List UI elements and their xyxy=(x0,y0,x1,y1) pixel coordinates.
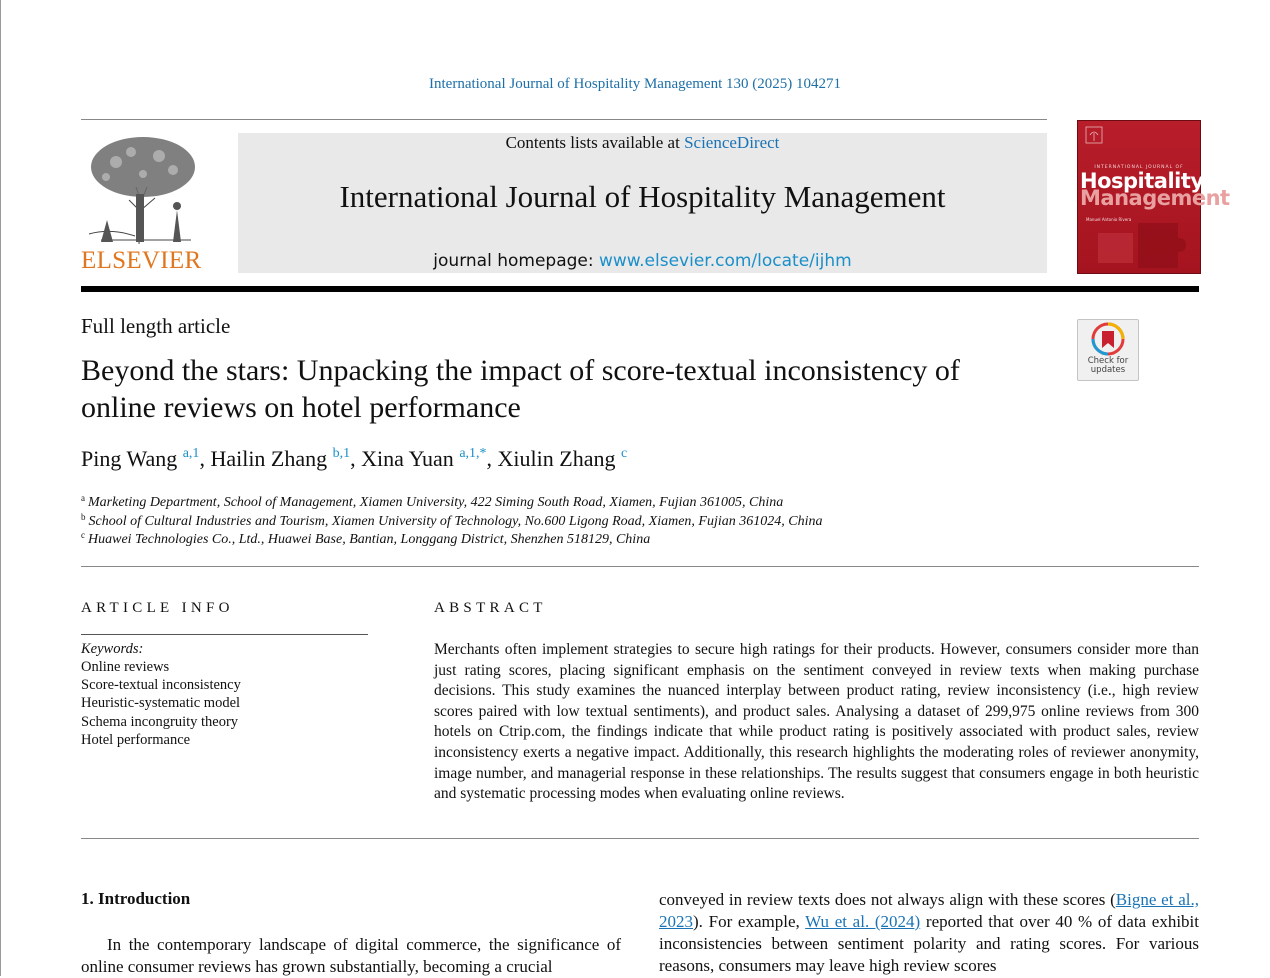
author-name[interactable]: Hailin Zhang xyxy=(210,446,328,471)
abstract-text: Merchants often implement strategies to secure high ratings for their products. However, consumers consider more than just rating scores, placing significant emphasis on the sentiment conveyed in review texts when making purchase decisions. This study examines the nuanced interplay between product rating, review inconsistency (i.e., high review scores paired with low textual sentiments), and product sales. Analysing a dataset of 299,975 online reviews from 300 hotels on Ctrip.com, the findings indicate that while product rating is positively associated with product sales, review inconsistency exerts a negative impact. Additionally, this research highlights the moderating roles of reviewer anonymity, image number, and managerial response in these relationships. The results suggest that consumers engage in both heuristic and systematic processing modes when evaluating online reviews. xyxy=(434,641,1199,803)
section-heading-introduction: 1. Introduction xyxy=(81,889,191,908)
journal-citation[interactable]: International Journal of Hospitality Management 130 (2025) 104271 xyxy=(429,76,841,92)
body-column-right xyxy=(659,889,1199,977)
elsevier-tree-icon xyxy=(81,132,211,247)
affiliation-c xyxy=(81,530,650,548)
header-rule xyxy=(81,119,1047,120)
affil-mark: c xyxy=(81,530,85,540)
author-affil-mark[interactable]: a,1 xyxy=(182,446,200,461)
affil-text: Marketing Department, School of Management, Xiamen University, 422 Siming South Road, Xiamen, Fujian 361005, China xyxy=(88,495,784,510)
body-text: conveyed in review texts does not always align with these scores ( xyxy=(659,890,1116,909)
cover-editor: Manuel Antonio Rivera xyxy=(1086,217,1132,222)
keyword-item: Heuristic-systematic model xyxy=(81,695,241,711)
abstract-rule xyxy=(81,838,1199,839)
check-for-updates-label xyxy=(1078,357,1138,375)
author-name[interactable]: Ping Wang xyxy=(81,446,178,471)
affiliation-b xyxy=(81,512,822,530)
body-text: reported that over 40 % of data exhibit inconsistencies between sentiment polarity and rating scores. For various reasons, consumers may leave high review scores xyxy=(659,912,1200,975)
affil-text: Huawei Technologies Co., Ltd., Huawei Base, Bantian, Longgang District, Shenzhen 518129, China xyxy=(88,532,651,547)
cover-small-text: INTERNATIONAL JOURNAL OF xyxy=(1094,165,1184,170)
body-text: ). For example, xyxy=(693,912,806,931)
cover-title-line1: Hospitality xyxy=(1080,169,1204,193)
abstract-heading: ABSTRACT xyxy=(434,600,547,616)
journal-cover[interactable] xyxy=(1077,120,1230,274)
citation-link-wu[interactable]: Wu et al. (2024) xyxy=(805,912,921,931)
body-column-left xyxy=(81,934,621,978)
cfu-line-2: updates xyxy=(1090,365,1126,375)
article-info-heading: ARTICLE INFO xyxy=(81,600,234,616)
title-line-2: online reviews on hotel performance xyxy=(81,391,521,424)
bookmark-icon xyxy=(1078,320,1138,358)
keyword-item: Online reviews xyxy=(81,659,170,675)
article-type: Full length article xyxy=(81,314,231,338)
keyword-item: Schema incongruity theory xyxy=(81,714,239,730)
sciencedirect-link[interactable]: ScienceDirect xyxy=(684,133,780,152)
affil-mark: b xyxy=(81,512,86,522)
puzzle-icon xyxy=(1078,213,1200,273)
affiliation-a xyxy=(81,493,783,511)
homepage-link[interactable]: www.elsevier.com/locate/ijhm xyxy=(599,251,852,271)
intro-paragraph: In the contemporary landscape of digital commerce, the significance of online consumer reviews has grown substantially, becoming a crucial xyxy=(81,935,621,976)
cover-elsevier-icon xyxy=(1078,121,1200,161)
cfu-line-1: Check for xyxy=(1087,356,1129,366)
page-edge xyxy=(0,0,1,976)
author-name[interactable]: Xina Yuan xyxy=(361,446,454,471)
journal-banner xyxy=(238,133,1047,273)
title-line-1: Beyond the stars: Unpacking the impact of score-textual inconsistency of xyxy=(81,354,960,387)
citation-link-bigne[interactable]: Bigne et al., 2023 xyxy=(659,890,1199,931)
author-separator: , xyxy=(199,446,211,471)
elsevier-logo xyxy=(81,132,211,274)
contents-line xyxy=(238,133,1047,153)
section-rule xyxy=(81,566,1199,567)
check-for-updates-button[interactable] xyxy=(1077,319,1139,381)
author-separator: , xyxy=(350,446,362,471)
homepage-line xyxy=(238,251,1047,271)
header-thick-rule xyxy=(81,286,1199,292)
author-list xyxy=(81,446,627,472)
journal-title: International Journal of Hospitality Management xyxy=(339,179,946,214)
author-affil-mark[interactable]: a,1,* xyxy=(459,446,487,461)
homepage-prefix: journal homepage: xyxy=(433,251,599,271)
author-affil-mark[interactable]: c xyxy=(620,446,628,461)
affil-mark: a xyxy=(81,493,85,503)
contents-prefix: Contents lists available at xyxy=(505,133,685,152)
article-info-rule xyxy=(81,634,368,635)
keyword-item: Hotel performance xyxy=(81,732,191,748)
publisher-name: ELSEVIER xyxy=(81,247,202,274)
affil-text: School of Cultural Industries and Tourism, Xiamen University of Technology, No.600 Ligong Road, Xiamen, Fujian 361024, China xyxy=(88,514,823,529)
cover-title xyxy=(1080,169,1230,210)
keywords-label: Keywords: xyxy=(81,641,144,657)
keyword-item: Score-textual inconsistency xyxy=(81,677,241,693)
author-name[interactable]: Xiulin Zhang xyxy=(497,446,616,471)
article-title xyxy=(81,352,1041,426)
author-separator: , xyxy=(486,446,498,471)
cover-title-line2: Management xyxy=(1080,186,1230,210)
author-affil-mark[interactable]: b,1 xyxy=(332,446,351,461)
